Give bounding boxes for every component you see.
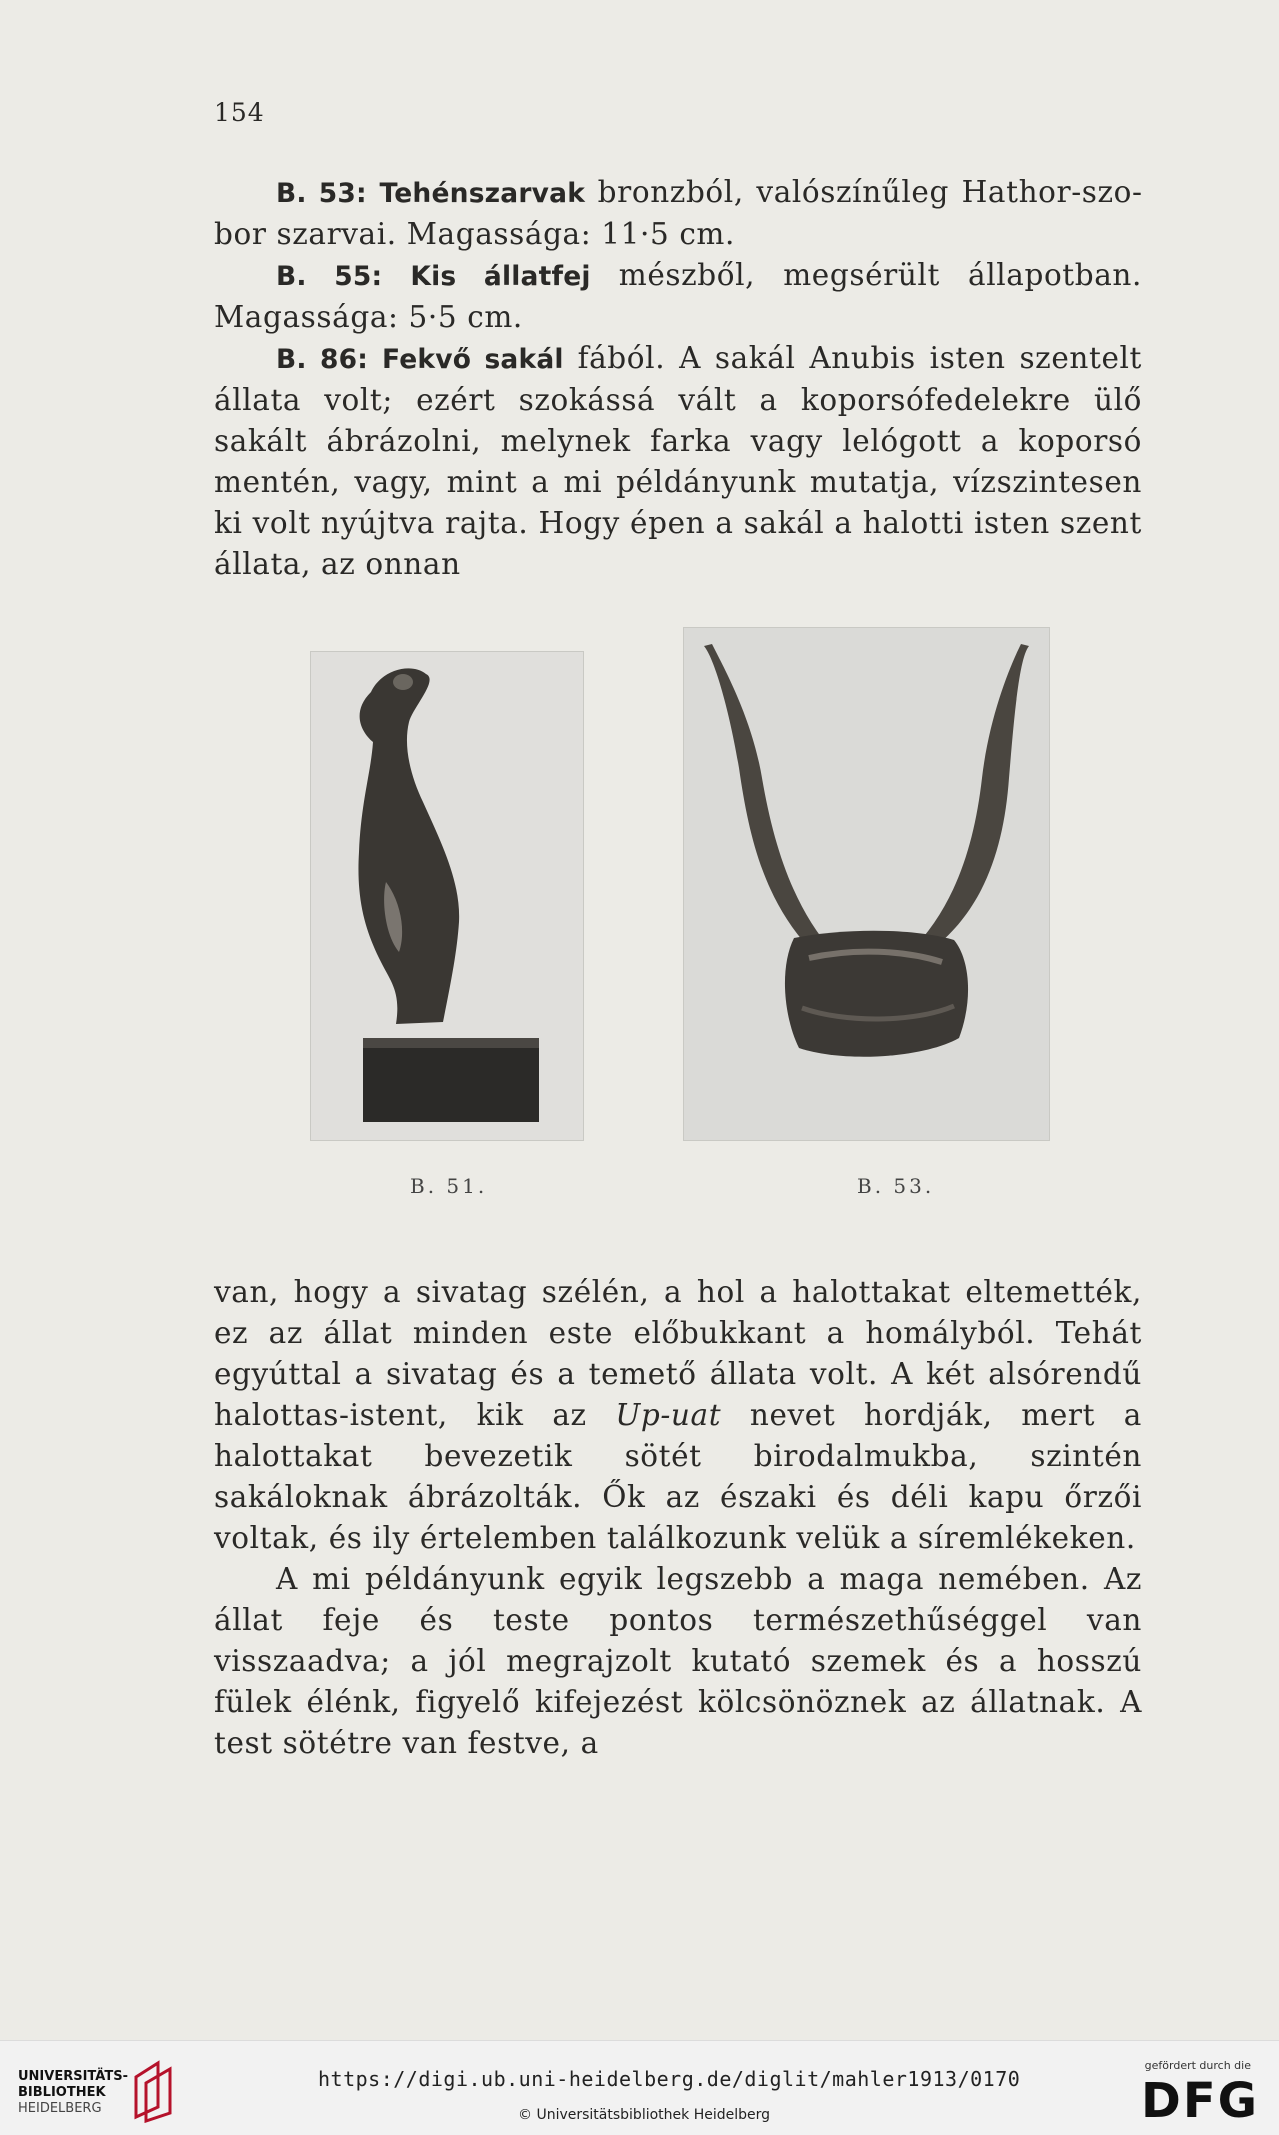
entry-b53 <box>214 172 1142 255</box>
library-logo-icon <box>128 2057 178 2123</box>
permalink[interactable]: https://digi.ub.uni-heidelberg.de/diglit/mahler1913/0170 <box>318 2067 1021 2091</box>
paragraph-text: nevet hordják, mert a halottakat bevezetik sötét birodalmukba, szintén sakáloknak ábrázolták. Ők az északi és déli kapu őrzői voltak, és ily értelemben találkozunk velük a síremlékeken. <box>214 1398 1142 1555</box>
entry-text: bronzból, valószínűleg Hathor-szobor szarvai. Magassága: 11·5 cm. <box>214 175 1143 251</box>
figure-b53-photo <box>683 627 1050 1141</box>
entry-id: B. 53: <box>276 178 367 209</box>
figure-caption: B. 51. <box>410 1174 488 1198</box>
cow-horns-photo <box>684 628 1049 1140</box>
italic-term: Up-uat <box>615 1398 722 1432</box>
library-line: HEIDELBERG <box>18 2101 102 2116</box>
entry-id: B. 55: <box>276 261 383 292</box>
library-line: UNIVERSITÄTS- <box>18 2069 128 2084</box>
entry-name: Fekvő sakál <box>382 344 564 375</box>
copyright: © Universitätsbibliothek Heidelberg <box>518 2107 771 2123</box>
entry-name: Kis állatfej <box>410 261 591 292</box>
paragraph: A mi példányunk egyik legszebb a maga nemében. Az állat feje és teste pontos természethűséggel van visszaadva; a jól megrajzolt kutató szemek és a hosszú fülek élénk, figyelő kifejezést kölcsönöznek az állatnak. A test sötétre van festve, a <box>214 1562 1142 1760</box>
dfg-logo: DFG <box>1140 2073 1259 2129</box>
paragraph <box>214 1272 1142 1559</box>
figure-b51-photo <box>310 651 584 1141</box>
entry-id: B. 86: <box>276 344 369 375</box>
entry-b55 <box>214 255 1142 338</box>
library-line: BIBLIOTHEK <box>18 2085 106 2100</box>
paragraph-text: van, hogy a sivatag szélén, a hol a halottakat eltemették, ez az állat minden este előbukkant a homályból. Tehát egyúttal a sivatag és a temető állata volt. A két alsórendű halottas-istent, kik az <box>214 1275 1142 1432</box>
viewer-footer <box>0 2040 1279 2135</box>
page-number: 154 <box>214 98 265 127</box>
body-text <box>214 1272 1142 1764</box>
entry-text: mészből, megsérült állapotban. Magassága: 5·5 cm. <box>214 258 1143 334</box>
library-name <box>18 2069 128 2117</box>
entry-name: Tehénszarvak <box>379 178 586 209</box>
catalog-entries <box>214 172 1142 585</box>
animal-figurine-photo <box>311 652 583 1140</box>
entry-b86 <box>214 338 1142 585</box>
figure-caption: B. 53. <box>857 1174 935 1198</box>
funding-note: gefördert durch die <box>1144 2059 1251 2072</box>
entry-text: fából. A sakál Anubis isten szentelt állata volt; ezért szokássá vált a koporsófedelekre ülő sakált ábrázolni, melynek farka vagy lelógott a koporsó mentén, vagy, mint a mi példányunk mutatja, vízszintesen ki volt nyújtva rajta. Hogy épen a sakál a halotti isten szent állata, az onnan <box>214 341 1142 581</box>
